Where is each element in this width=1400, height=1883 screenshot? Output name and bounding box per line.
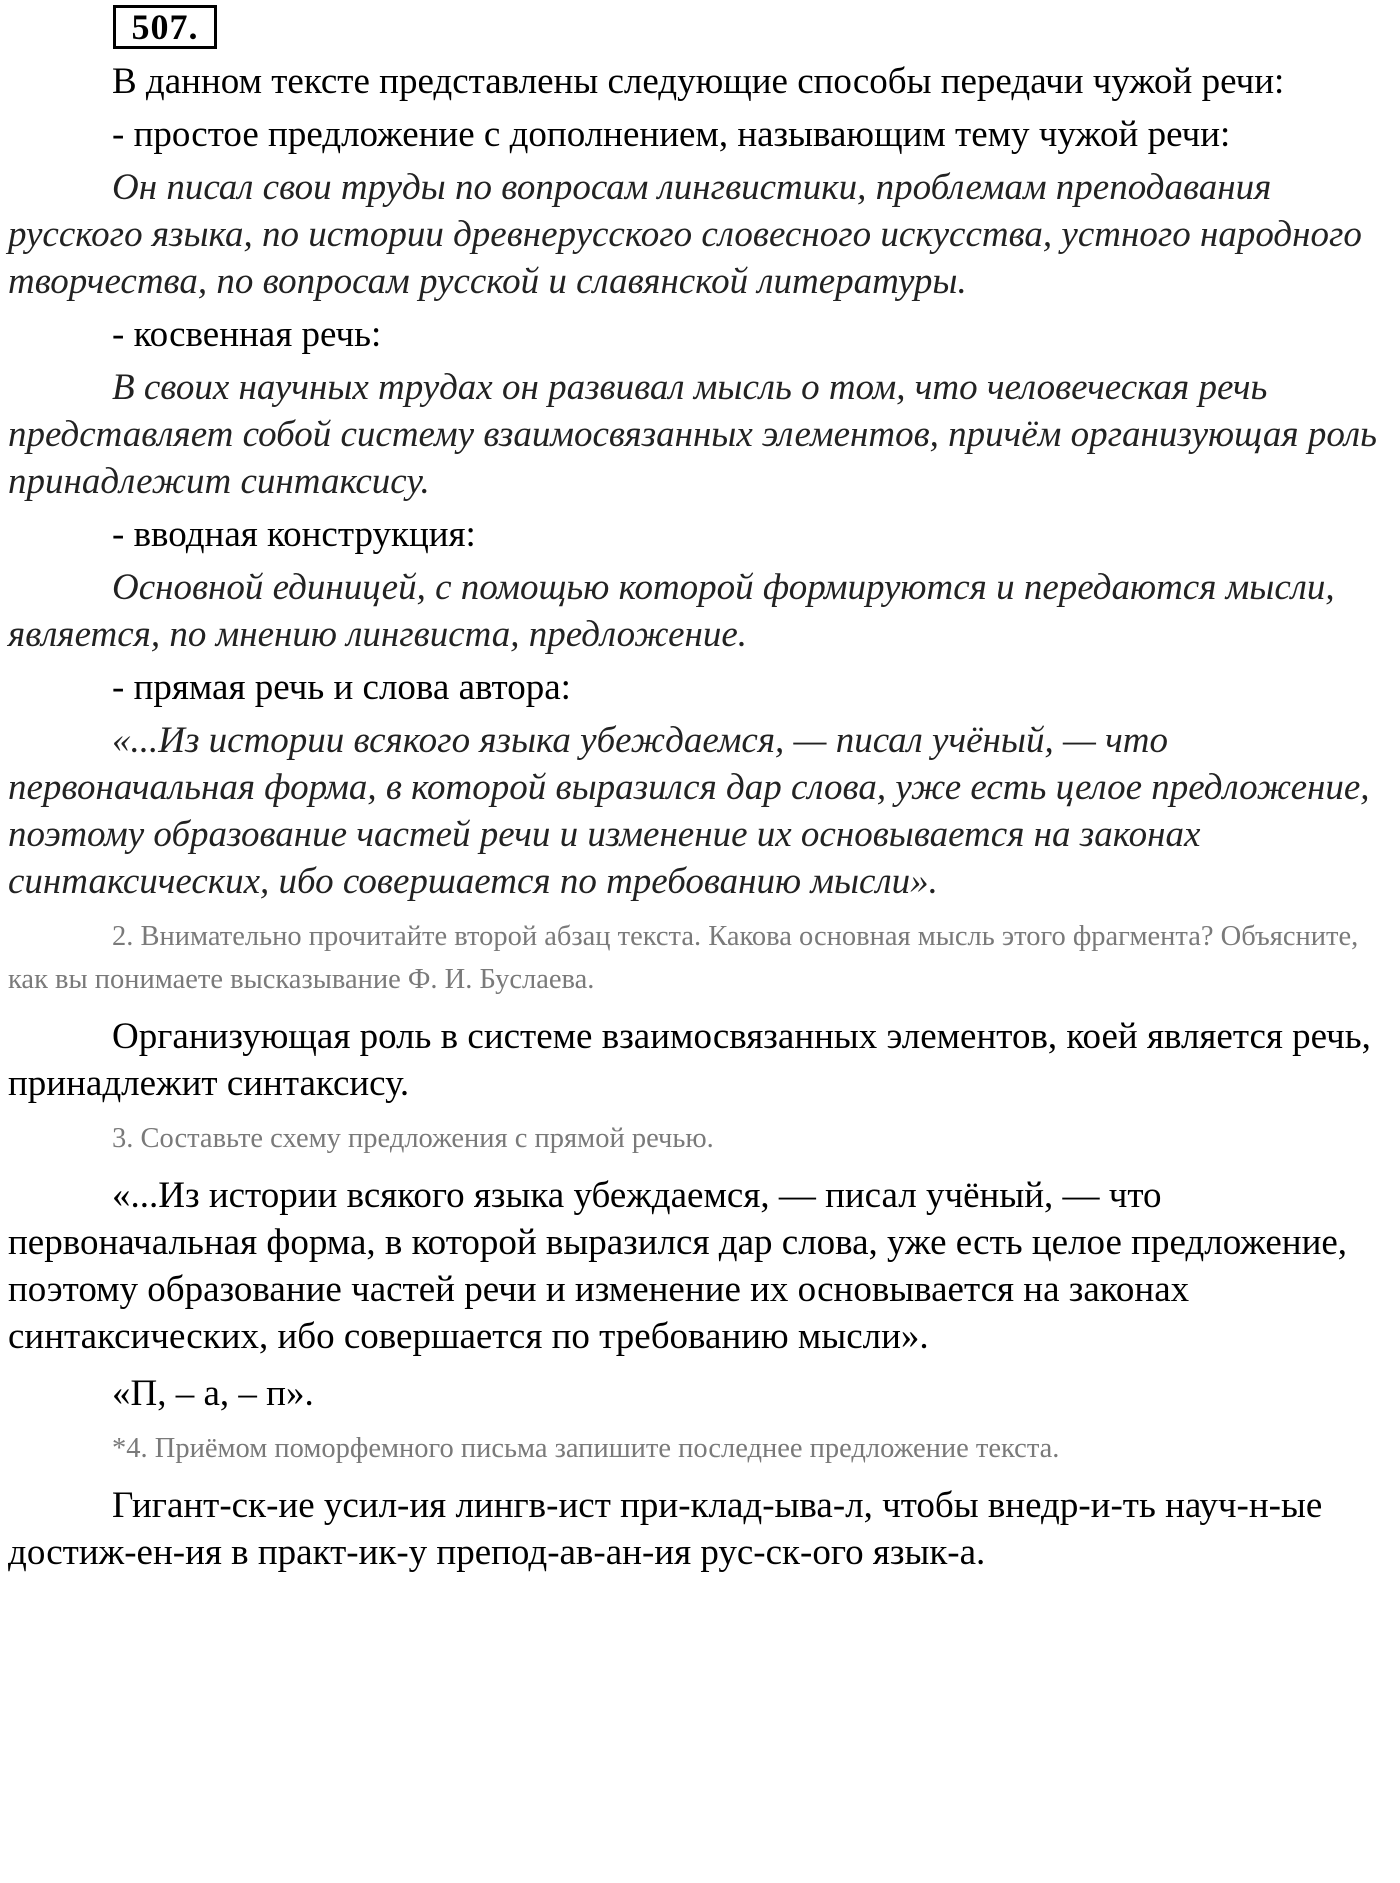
- method-example-2: В своих научных трудах он развивал мысль о том, что человеческая речь представляет собой систему взаимосвязанных элементов, причём организующая роль принадлежит синтаксису.: [8, 367, 1377, 502]
- task3-question: 3. Составьте схему предложения с прямой речью.: [112, 1123, 714, 1154]
- document-body: [8, 58, 1396, 1576]
- method-example-4: «...Из истории всякого языка убеждаемся, — писал учёный, — что первоначальная форма, в которой выразился дар слова, уже есть целое предложение, поэтому образование частей речи и изменение их основывается на законах синтаксических, ибо совершается по требованию мысли».: [8, 720, 1370, 902]
- task3-sentence: «...Из истории всякого языка убеждаемся, — писал учёный, — что первоначальная форма, в которой выразился дар слова, уже есть целое предложение, поэтому образование частей речи и изменение их основывается на законах синтаксических, ибо совершается по требованию мысли».: [8, 1175, 1348, 1357]
- task3-scheme: «П, – а, – п».: [112, 1373, 314, 1414]
- task2-question: 2. Внимательно прочитайте второй абзац текста. Какова основная мысль этого фрагмента? Объясните, как вы понимаете высказывание Ф. И. Буслаева.: [8, 921, 1359, 995]
- exercise-number: 507.: [113, 5, 217, 49]
- method-example-3: Основной единицей, с помощью которой формируются и передаются мысли, является, по мнению лингвиста, предложение.: [8, 567, 1335, 655]
- method-label-1: - простое предложение с дополнением, называющим тему чужой речи:: [112, 114, 1231, 155]
- task2-answer: Организующая роль в системе взаимосвязанных элементов, коей является речь, принадлежит синтаксису.: [8, 1016, 1371, 1104]
- task4-answer: Гигант-ск-ие усил-ия лингв-ист при-клад-ыва-л, чтобы внедр-и-ть науч-н-ые достиж-ен-ия в практ-ик-у препод-ав-ан-ия рус-ск-ого язык-а.: [8, 1485, 1323, 1573]
- method-example-1: Он писал свои труды по вопросам лингвистики, проблемам преподавания русского языка, по истории древнерусского словесного искусства, устного народного творчества, по вопросам русской и славянской литературы.: [8, 167, 1362, 302]
- task4-question: *4. Приёмом поморфемного письма запишите последнее предложение текста.: [112, 1433, 1060, 1464]
- intro-text: В данном тексте представлены следующие способы передачи чужой речи:: [112, 61, 1285, 102]
- method-label-3: - вводная конструкция:: [112, 514, 476, 555]
- method-label-2: - косвенная речь:: [112, 314, 382, 355]
- method-label-4: - прямая речь и слова автора:: [112, 667, 571, 708]
